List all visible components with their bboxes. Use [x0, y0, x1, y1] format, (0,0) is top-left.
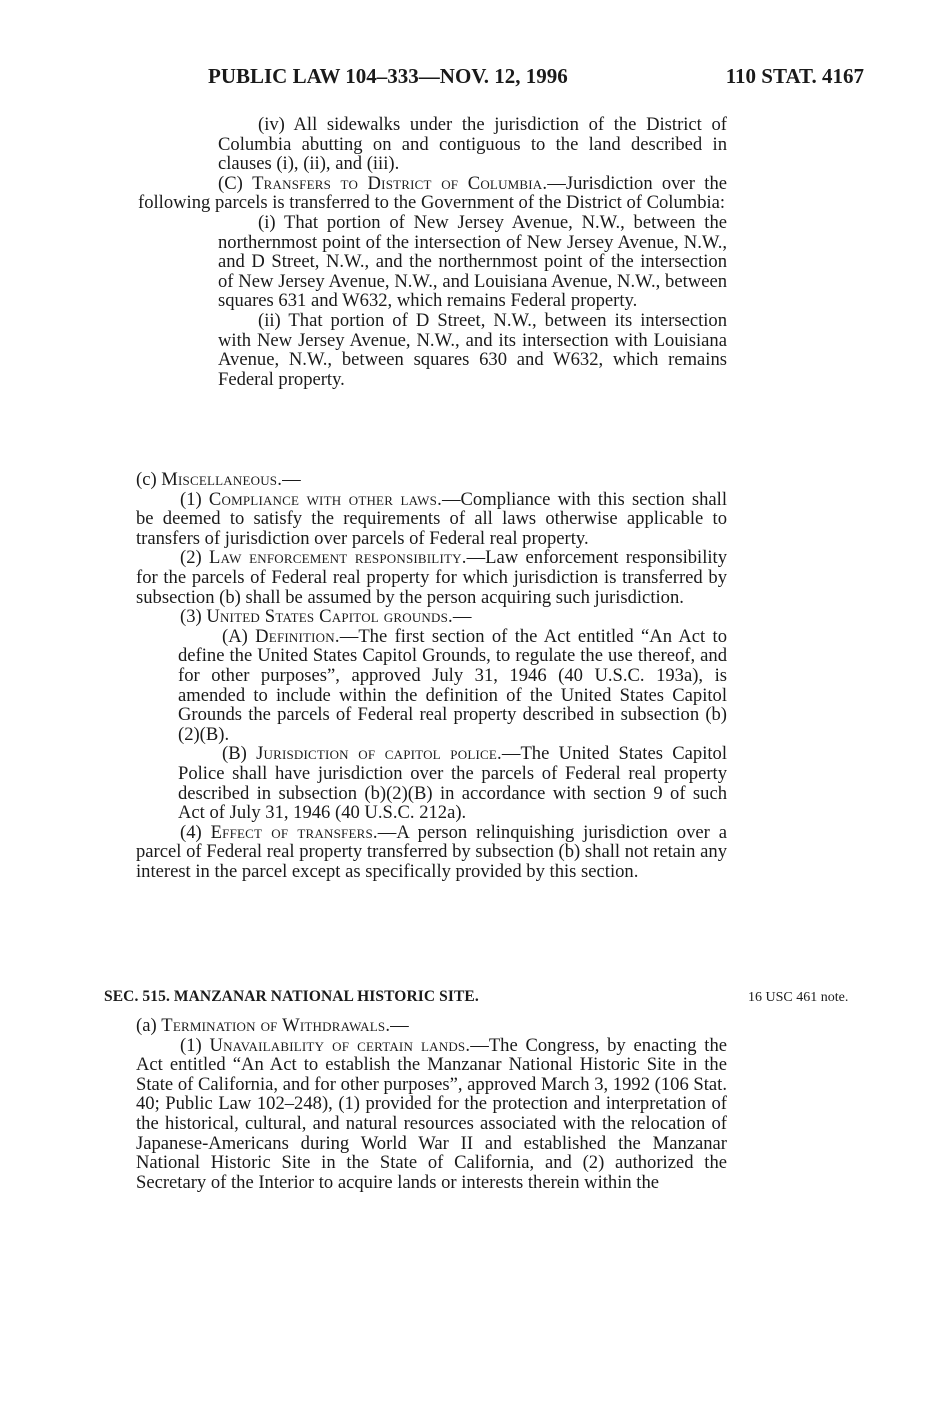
paragraph-2-heading: Law enforcement responsibility. — [209, 547, 467, 569]
miscellaneous-block — [136, 470, 727, 881]
subparagraph-C: (C) Transfers to District of Columbia.—Jurisdiction over the following parcels is transferred to the Government of the District of Columbia: — [138, 172, 727, 214]
paragraph-4-heading: Effect of transfers. — [210, 821, 378, 843]
paragraph-1-heading: Compliance with other laws. — [208, 488, 442, 510]
subsection-c: (c) Miscellaneous.— — [136, 469, 301, 490]
paragraph-3: (3) United States Capitol grounds.— — [180, 606, 472, 628]
subparagraph-B-heading: Jurisdiction of capitol police. — [256, 743, 502, 765]
header-law-citation: PUBLIC LAW 104–333—NOV. 12, 1996 — [208, 64, 568, 88]
subparagraph-B: (B) Jurisdiction of capitol police.—The United States Capitol Police shall have jurisdiction over the parcels of Federal real property described in subsection (b)(2)(B) in accordance with section 9 of such Act of July 31, 1946 (40 U.S.C. 212a). — [178, 743, 727, 824]
subparagraph-A: (A) Definition.—The first section of the Act entitled “An Act to define the United States Capitol Grounds, to regulate the use thereof, and for other purposes”, approved July 31, 1946 (40 U.S.C. 193a), is amended to include within the definition of the United States Capitol Grounds the parcels of Federal real property described in subsection (b)(2)(B). — [178, 625, 727, 745]
paragraph-3-heading: United States Capitol grounds. — [206, 606, 453, 628]
subsection-a: (a) Termination of Withdrawals.— — [136, 1015, 409, 1036]
section-515-text — [136, 1016, 727, 1192]
top-text-block — [138, 114, 727, 390]
paragraph-1: (1) Compliance with other laws.—Compliance with this section shall be deemed to satisfy the requirements of all laws otherwise applicable to transfers of jurisdiction over parcels of Federal real property. — [136, 488, 727, 549]
section-515-heading: SEC. 515. MANZANAR NATIONAL HISTORIC SITE. — [104, 988, 479, 1005]
paragraph-4: (4) Effect of transfers.—A person relinquishing jurisdiction over a parcel of Federal real property transferred by subsection (b) shall not retain any interest in the parcel except as specifically provided by this section. — [136, 821, 727, 882]
clause-i: (i) That portion of New Jersey Avenue, N.W., between the northernmost point of the intersection of New Jersey Avenue, N.W., and D Street, N.W., and the northernmost point of the intersection of New Jersey Avenue, N.W., and Louisiana Avenue, N.W., between squares 631 and W632, which remains Federal property. — [218, 211, 727, 312]
paragraph-2: (2) Law enforcement responsibility.—Law enforcement responsibility for the parcels of Federal real property for which jurisdiction is transferred by subsection (b) shall be assumed by the person acquiring such jurisdiction. — [136, 547, 727, 608]
header-stat-page: 110 STAT. 4167 — [725, 64, 864, 88]
section-paragraph-1-heading: Unavailability of certain lands. — [209, 1034, 471, 1056]
subparagraph-C-heading: Transfers to District of Columbia. — [252, 172, 548, 194]
subsection-a-heading: Termination of Withdrawals. — [161, 1015, 391, 1036]
subparagraph-A-heading: Definition. — [255, 625, 340, 647]
margin-note-usc: 16 USC 461 note. — [748, 990, 849, 1005]
clause-ii: (ii) That portion of D Street, N.W., between its intersection with New Jersey Avenue, N.W., and its intersection with Louisiana Avenue, N.W., between squares 630 and W632, which remains Federal property. — [218, 309, 727, 390]
section-paragraph-1: (1) Unavailability of certain lands.—The Congress, by enacting the Act entitled “An Act to establish the Manzanar National Historic Site in the State of California, and for other purposes”, approved March 3, 1992 (106 Stat. 40; Public Law 102–248), (1) provided for the protection and interpretation of the historical, cultural, and natural resources associated with the relocation of Japanese-Americans during World War II and established the Manzanar National Historic Site in the State of California, and (2) authorized the Secretary of the Interior to acquire lands or interests therein within the — [136, 1034, 727, 1193]
clause-iv: (iv) All sidewalks under the jurisdiction of the District of Columbia abutting on and contiguous to the land described in clauses (i), (ii), and (iii). — [218, 114, 727, 175]
subsection-c-heading: Miscellaneous. — [161, 469, 283, 490]
